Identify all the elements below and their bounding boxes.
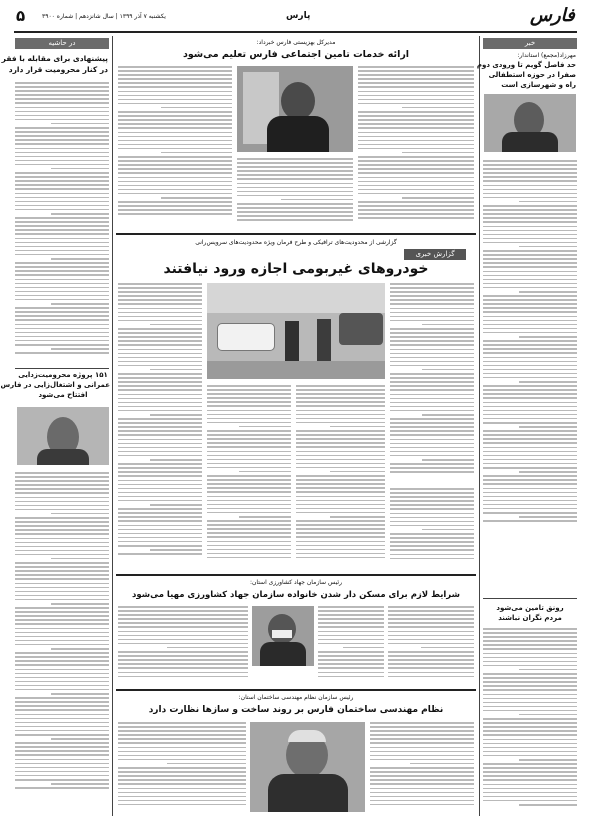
- second-story-text-right: [388, 606, 474, 684]
- right-headline-line1: حد فاصل گویم تا ورودی دوم: [476, 61, 576, 69]
- left-column-border: [112, 36, 113, 816]
- left-headline-1-line2: در کنار محرومیت قرار دارد: [8, 65, 108, 74]
- main-story-photo: [207, 283, 385, 379]
- bottom-story-kicker: رئیس سازمان نظام مهندسی ساختمان استان:: [238, 694, 354, 701]
- bottom-story-text-right: [370, 722, 474, 814]
- top-story-text-right: [358, 66, 474, 226]
- main-story-text-mid-1: [296, 385, 385, 568]
- second-story-headline: شرایط لازم برای مسکن دار شدن خانواده سازمان جهاد کشاورزی مهیا می‌شود: [132, 590, 460, 600]
- main-story-bottom-rule: [116, 574, 476, 576]
- second-story-kicker: رئیس سازمان جهاد کشاورزی استان:: [249, 579, 343, 586]
- top-story-text-left: [118, 66, 232, 228]
- right-column-border: [479, 36, 480, 816]
- newspaper-logo: فارس: [530, 5, 575, 26]
- left-headline-2-line1: ۱۵۱ پروژه محرومیت‌زدایی: [18, 371, 108, 379]
- right-headline-line2: صفرا در حوزه استطفالی: [488, 71, 576, 79]
- right-portrait-photo: [484, 94, 576, 152]
- right-column-text-2: [483, 628, 577, 813]
- left-headline-2-line2: عمرانی و اشتغال‌زایی در فارس: [0, 381, 110, 389]
- main-story-text-right-2: [390, 488, 474, 568]
- left-headline-1-line1: پیشنهادی برای مقابله با فقر: [1, 54, 108, 63]
- issue-date-line: یکشنبه ۷ آذر ۱۳۹۹ | سال شانزدهم | شماره ۳۹۰۰: [42, 13, 166, 20]
- left-portrait-photo: [17, 407, 109, 465]
- top-story-headline: ارائه خدمات تامین اجتماعی فارس تعلیم می‌شود: [182, 49, 410, 60]
- section-title: پارس: [286, 11, 311, 21]
- main-story-text-mid-2: [207, 385, 291, 568]
- second-story-text-left: [118, 606, 248, 684]
- left-column-label: در حاشیه: [15, 38, 109, 49]
- second-story-photo: [252, 606, 314, 666]
- main-story-label: گزارش خبری: [404, 249, 466, 260]
- page-number: ۵: [16, 7, 26, 25]
- main-story-kicker: گزارشی از محدودیت‌های ترافیکی و طرح فرمان ویژه محدودیت‌های سرویس‌رانی: [195, 239, 397, 246]
- left-divider: [15, 368, 109, 369]
- bottom-story-headline: نظام مهندسی ساختمان فارس بر روند ساخت و سازها نظارت دارد: [148, 705, 444, 715]
- right-footer-line1: رونق تامین می‌شود: [496, 604, 564, 612]
- second-story-text-mid: [318, 606, 384, 684]
- main-story-text-right: [390, 283, 474, 483]
- right-column-label: خبر: [483, 38, 577, 49]
- left-column-text-2: [15, 472, 109, 812]
- top-story-kicker: مدیرکل بهزیستی فارس خبرداد:: [256, 39, 336, 46]
- right-divider: [483, 598, 577, 599]
- bottom-story-photo: [250, 722, 365, 812]
- left-headline-2-line3: افتتاح می‌شود: [38, 391, 88, 399]
- top-story-photo: [237, 66, 353, 152]
- top-story-bottom-rule: [116, 233, 476, 235]
- right-column-text: [483, 160, 577, 560]
- bottom-story-text-left: [118, 722, 246, 814]
- main-story-headline: خودروهای غیربومی اجازه ورود نیافتند: [163, 261, 429, 277]
- right-footer-line2: مردم نگران نباشند: [498, 614, 562, 622]
- right-headline-line3: راه و شهرسازی است: [501, 81, 576, 89]
- header-rule: [14, 31, 577, 33]
- second-story-bottom-rule: [116, 689, 476, 691]
- main-story-text-left: [118, 283, 202, 568]
- right-kicker: مهرزاد(مجمع) استاندار:: [517, 52, 576, 59]
- top-story-text-mid: [237, 158, 353, 228]
- left-column-text-1: [15, 82, 109, 362]
